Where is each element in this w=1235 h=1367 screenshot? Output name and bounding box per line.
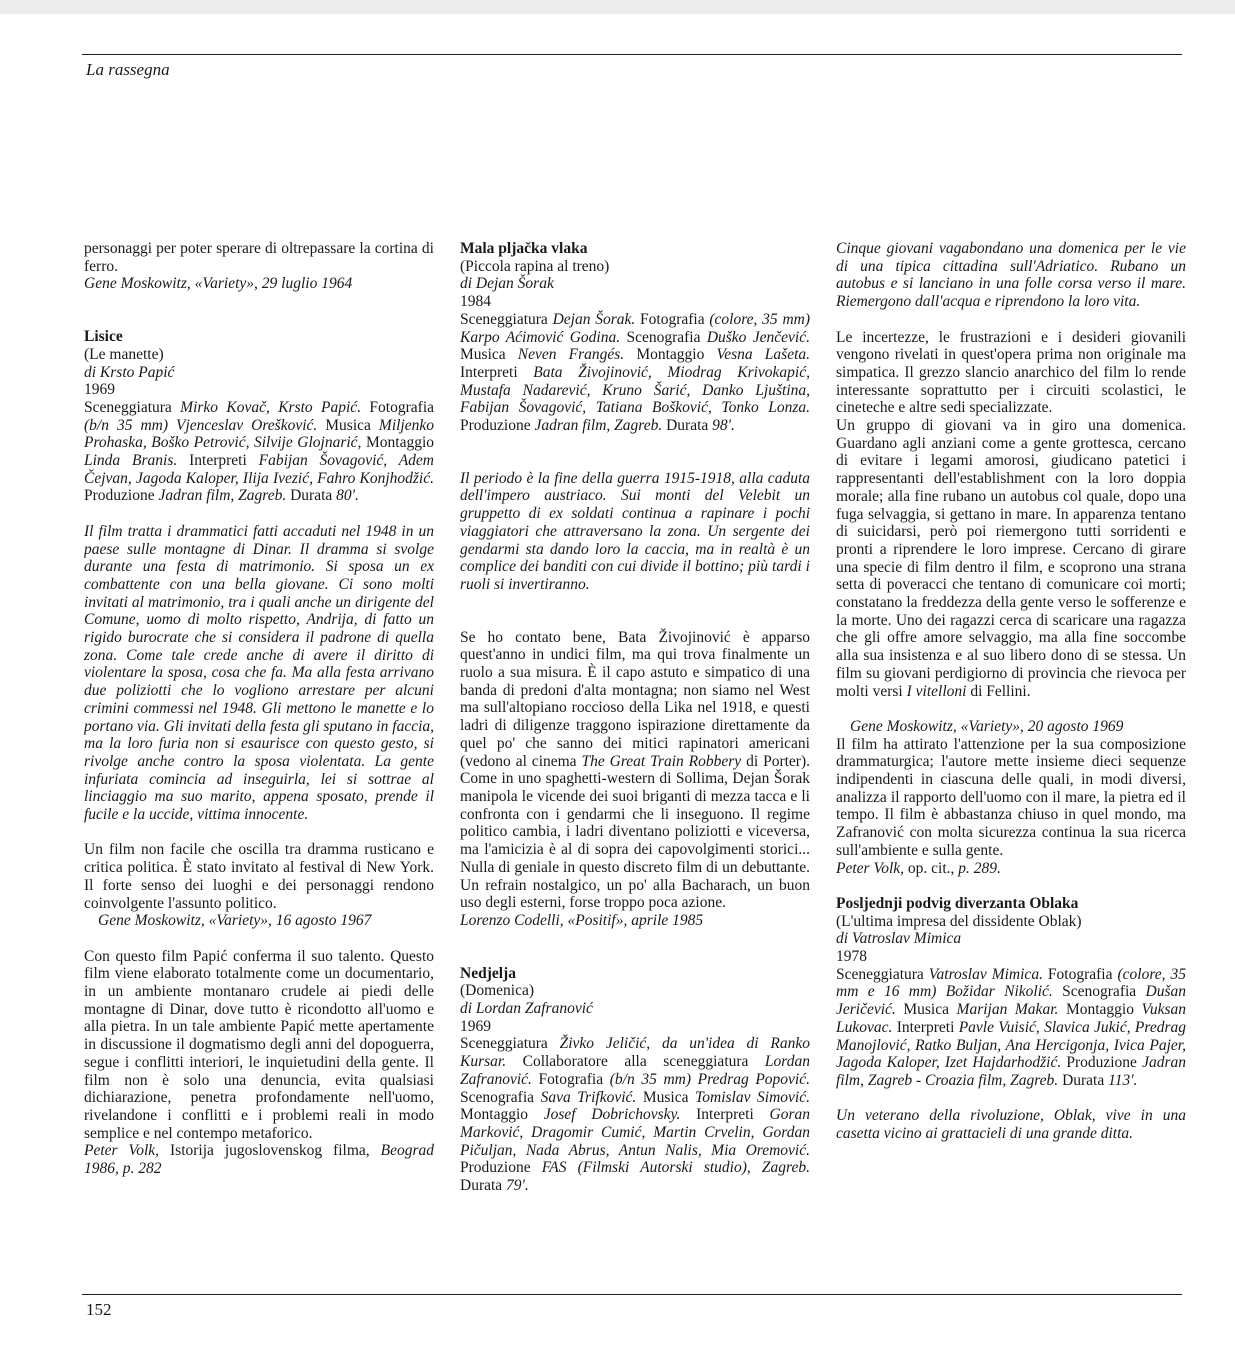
review-text: Un gruppo di giovani va in giro una domenica. Guardano agli anziani come a gente grottesca, cercano di evitare i legami amorosi, giudicano patetici i rappresentanti dell'establishment con la loro doppia morale; alla fine rubano un autobus col quale, dopo una fuga selvaggia, si gettano in mare. In apparenza tentano di suicidarsi, però poi riemergono tutti sorridenti e pronti a riprendere le loro imprese. Cercano di girare una specie di film dentro il film, e scoprono una strana setta di poveracci che tentano di comunicare coi morti; constatano la freddezza della gente verso le sofferenze e la morte. Uno dei ragazzi cerca di scaricare una ragazza che gli offre amore selvaggio, ma alla fine soccombe alla sua insistenza e al suo libero dono di se stessa. Un film su giovani perdigiorno di provincia che rievoca per molti versi I vitelloni di Fellini.	[836, 417, 1186, 700]
film-synopsis: Il periodo è la fine della guerra 1915-1918, alla caduta dell'impero austriaco. Sui monti del Velebit un gruppetto di ex soldati continua a rapinare i pochi viaggiatori che attraversano la zona. Un sergente dei gendarmi sta dando loro la caccia, ma in realtà è un complice dei banditi con cui divide il bottino; più tardi i ruoli si invertiranno.	[460, 469, 810, 593]
film-title-posljednji-podvig: Posljednji podvig diverzanta Oblaka	[836, 894, 1079, 912]
film-credits: Sceneggiatura Mirko Kovač, Krsto Papić. Fotografia (b/n 35 mm) Vjenceslav Orešković. Musica Miljenko Prohaska, Boško Petrović, Silvije Glojnarić, Montaggio Linda Branis. Interpreti Fabijan Šovagović, Adem Čejvan, Jagoda Kaloper, Ilija Ivezić, Fahro Konjhodžić. Produzione Jadran film, Zagreb. Durata 80'.	[84, 398, 434, 505]
film-director: di Vatroslav Mimica	[836, 930, 962, 948]
film-credits: Sceneggiatura Živko Jeličić, da un'idea di Ranko Kursar. Collaboratore alla sceneggiatura Lordan Zafranović. Fotografia (b/n 35 mm) Predrag Popović. Scenografia Sava Trifković. Musica Tomislav Simović. Montaggio Josef Dobrichovsky. Interpreti Goran Marković, Dragomir Cumić, Martin Crvelin, Gordan Pičuljan, Nada Abrus, Antun Nalis, Mia Oremović. Produzione FAS (Filmski Autorski studio), Zagreb. Durata 79'.	[460, 1035, 810, 1195]
footer-rule	[82, 1294, 1182, 1295]
citation: Gene Moskowitz, «Variety», 29 luglio 1964	[84, 275, 353, 293]
film-synopsis: Un veterano della rivoluzione, Oblak, vive in una casetta vicino ai grattacieli di una grande ditta.	[836, 1107, 1186, 1143]
column-2	[460, 240, 810, 1280]
film-synopsis: Cinque giovani vagabondano una domenica per le vie di una tipica cittadina sull'Adriatico. Rubano un autobus e si lanciano in una folle corsa verso il mare. Riemergono dall'acqua e riprendono la loro vita.	[836, 240, 1186, 311]
film-year: 1984	[460, 293, 491, 311]
film-year: 1978	[836, 948, 867, 966]
citation: Peter Volk, Istorija jugoslovenskog filma, Beograd 1986, p. 282	[84, 1142, 434, 1178]
film-translation: (Le manette)	[84, 345, 164, 363]
citation: Peter Volk, op. cit., p. 289.	[836, 859, 1001, 877]
film-director: di Dejan Šorak	[460, 275, 554, 293]
film-year: 1969	[84, 381, 115, 399]
citation: Gene Moskowitz, «Variety», 20 agosto 1969	[850, 717, 1124, 735]
film-title-mala-pljacka-vlaka: Mala pljačka vlaka	[460, 240, 588, 257]
column-1	[84, 240, 434, 1280]
film-title-lisice: Lisice	[84, 328, 123, 346]
film-translation: (Piccola rapina al treno)	[460, 257, 610, 275]
column-3	[836, 240, 1186, 1280]
film-year: 1969	[460, 1017, 491, 1035]
film-director: di Lordan Zafranović	[460, 1000, 593, 1018]
page-number: 152	[86, 1300, 112, 1319]
header-rule	[82, 54, 1182, 55]
film-credits: Sceneggiatura Vatroslav Mimica. Fotografia (colore, 35 mm e 16 mm) Božidar Nikolić. Scenografia Dušan Jeričević. Musica Marijan Makar. Montaggio Vuksan Lukovac. Interpreti Pavle Vuisić, Slavica Jukić, Predrag Manojlović, Ratko Buljan, Ana Hercigonja, Ivica Pajer, Jagoda Kaloper, Izet Hajdarhodžić. Produzione Jadran film, Zagreb - Croazia film, Zagreb. Durata 113'.	[836, 965, 1186, 1089]
review-text: Se ho contato bene, Bata Živojinović è apparso quest'anno in undici film, ma qui trova finalmente un ruolo a sua misura. È il capo astuto e simpatico di una banda di predoni d'alta montagna; non siamo nel West ma sull'altopiano roccioso della Lika nel 1918, e questi ladri di diligenze traggono ispirazione direttamente da quel po' che sanno dei mitici rapinatori americani (vedono al cinema The Great Train Robbery di Porter). Come in uno spaghetti-western di Sollima, Dejan Šorak manipola le vicende dei suoi briganti di mezza tacca e li confronta con i gendarmi che li inseguono. Il regime politico cambia, i ladri diventano poliziotti e viceversa, ma l'amicizia è al di sopra dei capovolgimenti storici... Nulla di geniale in questo discreto film di un debuttante. Un refrain nostalgico, un po' alla Bacharach, un buon uso degli esterni, forse troppo poca azione.	[460, 628, 810, 912]
scan-top-strip	[0, 0, 1235, 14]
review-text: Il film ha attirato l'attenzione per la sua composizione drammaturgica; l'autore mette insieme dieci sequenze indipendenti in ciascuna delle quali, in modi diversi, analizza il rapporto dell'uomo con il mare, la pietra ed il tempo. Il film è abbastanza chiuso in quel mondo, ma Zafranović con molta sicurezza continua la sua ricerca sull'ambiente e sulla gente.	[836, 735, 1186, 859]
film-title-nedjelja: Nedjelja	[460, 964, 516, 982]
review-text: Le incertezze, le frustrazioni e i desideri giovanili vengono rivelati in quest'opera prima non originale ma simpatica. Il grezzo slancio anarchico del film lo rende interessante soprattutto per i circuiti scolastici, le cineteche e altre sedi specializzate.	[836, 328, 1186, 417]
citation: Gene Moskowitz, «Variety», 16 agosto 1967	[98, 912, 372, 930]
review-text: Con questo film Papić conferma il suo talento. Questo film viene elaborato totalmente come un documentario, in un ambiente montanaro crudele ai piedi delle montagne di Dinar, dove tutto è ricondotto all'uomo e alla pietra. In un tale ambiente Papić mette apertamente in discussione il dogmatismo degli anni del dopoguerra, segue i conflitti interiori, le inquietudini della gente. Il film non è solo una denuncia, evita qualsiasi dichiarazione, penetra profondamente nell'uomo, rivelandone i conflitti e i problemi reali in modo semplice e nel contempo metaforico.	[84, 947, 434, 1142]
paragraph: personaggi per poter sperare di oltrepassare la cortina di ferro.	[84, 240, 434, 275]
running-head: La rassegna	[86, 60, 170, 79]
film-director: di Krsto Papić	[84, 363, 175, 381]
film-translation: (L'ultima impresa del dissidente Oblak)	[836, 912, 1082, 930]
review-text: Un film non facile che oscilla tra dramma rusticano e critica politica. È stato invitato al festival di New York. Il forte senso dei luoghi e dei personaggi rendono coinvolgente l'assunto politico.	[84, 841, 434, 912]
film-credits: Sceneggiatura Dejan Šorak. Fotografia (colore, 35 mm) Karpo Aćimović Godina. Scenografia Duško Jenčević. Musica Neven Frangés. Montaggio Vesna Lašeta. Interpreti Bata Živojinović, Miodrag Krivokapić, Mustafa Nadarević, Kruno Šarić, Danko Ljuština, Fabijan Šovagović, Tatiana Bošković, Tonko Lonza. Produzione Jadran film, Zagreb. Durata 98'.	[460, 310, 810, 435]
citation: Lorenzo Codelli, «Positif», aprile 1985	[460, 911, 704, 929]
film-synopsis: Il film tratta i drammatici fatti accaduti nel 1948 in un paese sulle montagne di Dinar. Il dramma si svolge durante una festa di matrimonio. Si sposa un ex combattente con una bella giovane. Ci sono molti invitati al matrimonio, tra i quali anche un dirigente del Comune, uomo di molto rispetto, Andrija, di fatto un rigido burocrate che si considera il padrone di quella zona. Come tale crede anche di avere il diritto di violentare la sposa, cosa che fa. Ma alla festa arrivano due poliziotti che lo vogliono arrestare per alcuni crimini commessi nel 1948. Gli mettono le manette e lo portano via. Gli invitati della festa gli sputano in faccia, ma la loro furia non si esaurisce con questo gesto, si rivolge anche contro la sposa violentata. La gente infuriata comincia ad inseguirla, lei si sottrae al linciaggio ma suo marito, appena sposato, prende il fucile e la uccide, vittima innocente.	[84, 522, 434, 824]
film-translation: (Domenica)	[460, 982, 535, 1000]
